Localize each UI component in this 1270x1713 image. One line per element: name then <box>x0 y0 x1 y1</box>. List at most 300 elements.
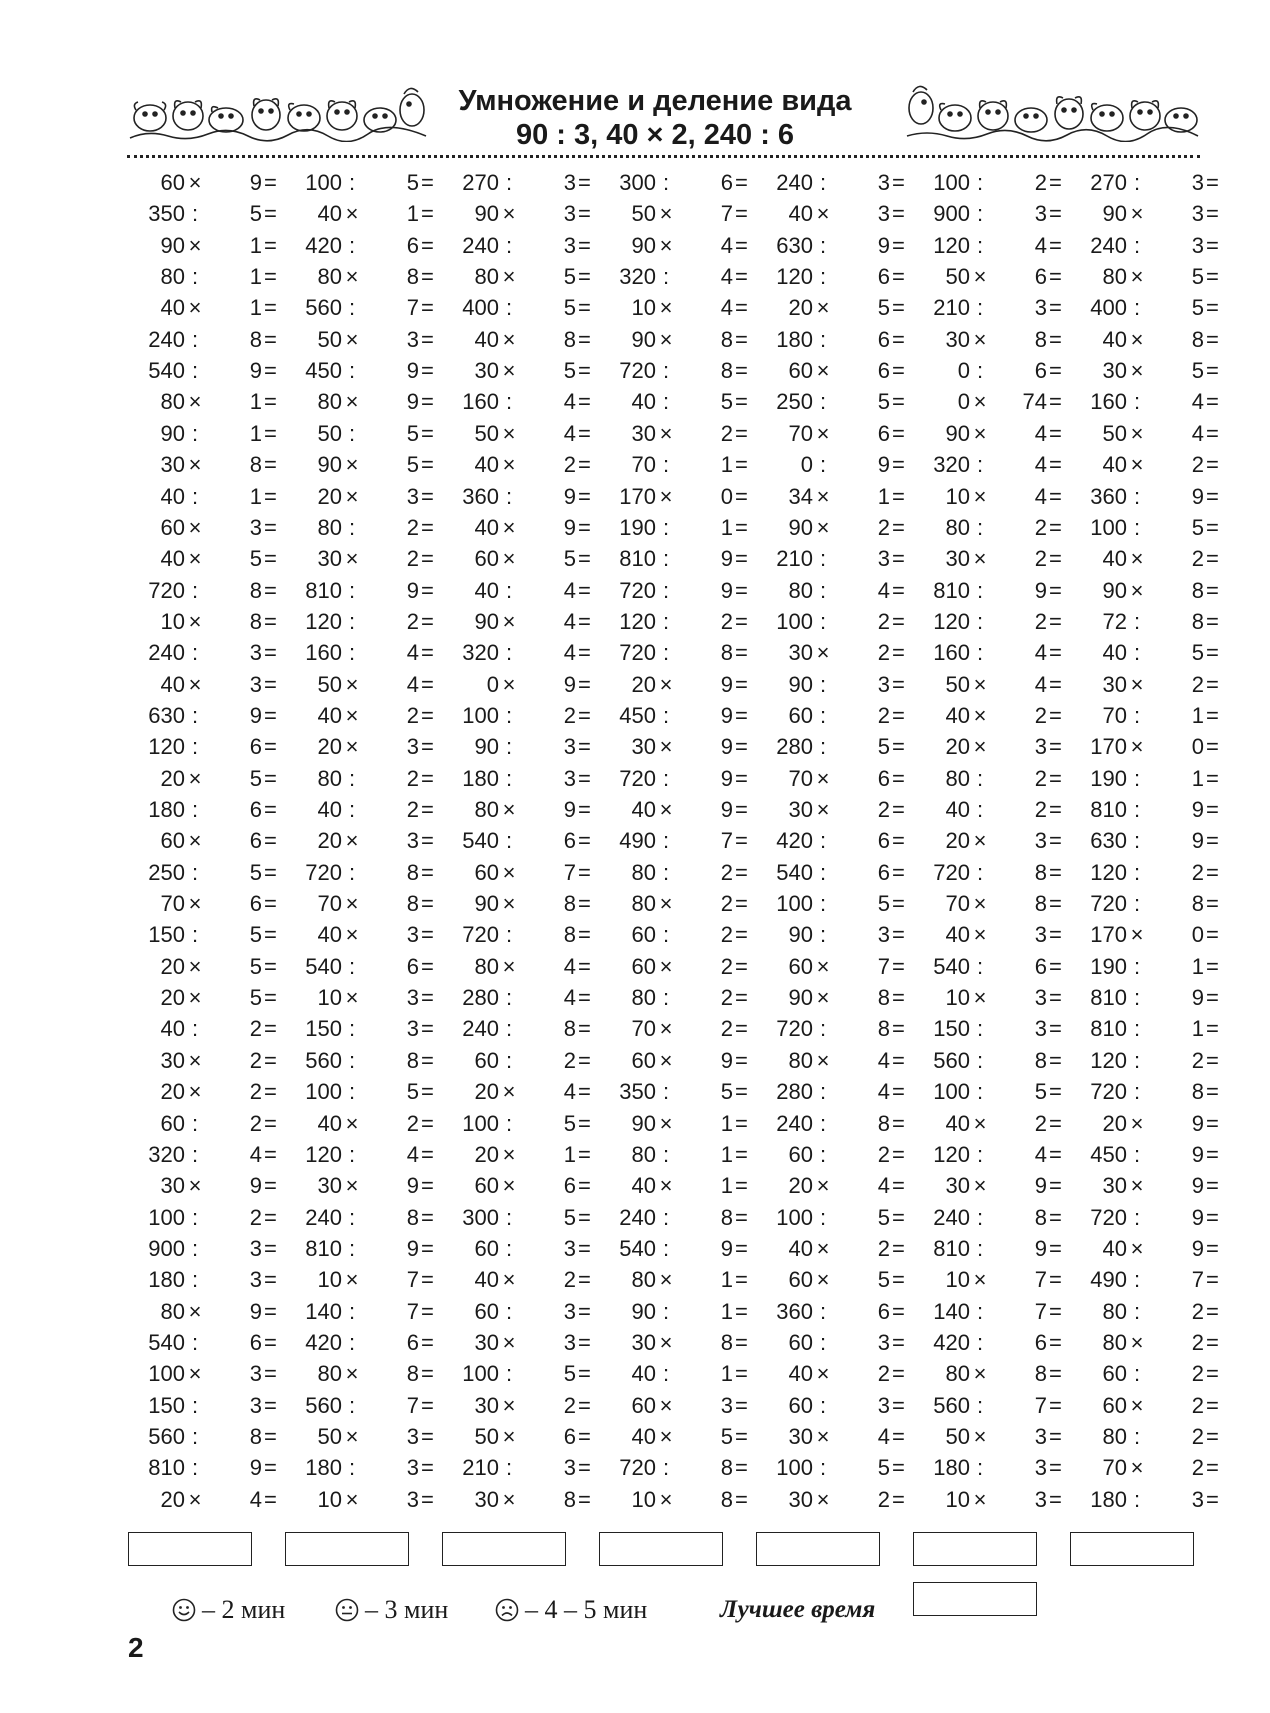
operator: : <box>505 1204 513 1230</box>
exercise-row <box>913 1358 1073 1389</box>
exercise-row <box>913 700 1073 731</box>
operand-b: 9 <box>720 797 733 822</box>
exercise-row <box>442 1076 602 1107</box>
page-title: Умножение и деление вида <box>458 85 852 117</box>
operator: × <box>816 201 830 227</box>
answer-box-3[interactable] <box>442 1532 566 1566</box>
equals-sign: = <box>578 1110 591 1136</box>
operand-a: 80 <box>317 514 342 540</box>
operand-b: 2 <box>1034 170 1047 195</box>
operator: : <box>191 264 199 290</box>
operator: × <box>659 1173 673 1199</box>
equals-sign: = <box>264 1486 277 1512</box>
answer-box-2[interactable] <box>285 1532 409 1566</box>
operand-b: 8 <box>406 1204 419 1230</box>
operand-b: 3 <box>563 1235 576 1261</box>
operand-a: 60 <box>474 546 499 572</box>
equals-sign: = <box>1206 546 1219 572</box>
exercise-row <box>1070 575 1230 606</box>
exercise-row <box>599 951 759 982</box>
answer-box-6[interactable] <box>913 1532 1037 1566</box>
operator: : <box>662 577 670 603</box>
operand-b: 9 <box>249 1298 262 1324</box>
operand-b: 1 <box>720 1110 733 1136</box>
operator: × <box>188 1173 202 1199</box>
exercise-row <box>442 1296 602 1327</box>
equals-sign: = <box>1206 358 1219 384</box>
operator: : <box>191 1110 199 1136</box>
operand-b: 6 <box>720 170 733 195</box>
equals-sign: = <box>1206 671 1219 697</box>
operand-a: 60 <box>1102 1361 1127 1387</box>
exercise-row <box>913 1045 1073 1076</box>
exercise-row <box>599 1108 759 1139</box>
operator: : <box>1133 1016 1141 1042</box>
operand-a: 240 <box>148 640 185 666</box>
equals-sign: = <box>1206 1141 1219 1167</box>
operand-a: 60 <box>474 1047 499 1073</box>
operand-b: 4 <box>563 420 576 446</box>
operand-b: 2 <box>406 1110 419 1136</box>
equals-sign: = <box>421 922 434 948</box>
operand-a: 40 <box>317 797 342 822</box>
exercise-row <box>128 167 288 198</box>
exercise-row <box>285 731 445 762</box>
operand-b: 8 <box>720 326 733 352</box>
best-time-box[interactable] <box>913 1582 1037 1616</box>
operator: × <box>188 546 202 572</box>
exercise-row <box>128 731 288 762</box>
operand-a: 40 <box>317 1110 342 1136</box>
operand-a: 60 <box>631 953 656 979</box>
operand-a: 80 <box>631 1267 656 1293</box>
operand-b: 4 <box>1034 420 1047 446</box>
operator: × <box>659 891 673 917</box>
equals-sign: = <box>892 201 905 227</box>
operand-b: 8 <box>249 326 262 352</box>
operand-b: 3 <box>877 671 890 697</box>
exercise-row <box>128 763 288 794</box>
operator: × <box>502 671 516 697</box>
operand-b: 3 <box>563 1329 576 1355</box>
equals-sign: = <box>578 170 591 195</box>
exercise-row <box>913 1170 1073 1201</box>
operator: : <box>191 420 199 446</box>
operand-a: 180 <box>933 1455 970 1481</box>
equals-sign: = <box>735 232 748 258</box>
equals-sign: = <box>421 671 434 697</box>
operator: : <box>505 1455 513 1481</box>
operator: × <box>345 389 359 415</box>
exercise-row <box>1070 1108 1230 1139</box>
equals-sign: = <box>264 1204 277 1230</box>
operator: : <box>1133 1298 1141 1324</box>
operator: : <box>348 859 356 885</box>
operator: × <box>502 1141 516 1167</box>
operator: × <box>816 1235 830 1261</box>
equals-sign: = <box>1049 828 1062 854</box>
operand-a: 160 <box>933 640 970 666</box>
exercise-row <box>756 1296 916 1327</box>
operand-b: 9 <box>563 483 576 509</box>
operand-b: 1 <box>249 420 262 446</box>
equals-sign: = <box>421 546 434 572</box>
operator: × <box>1130 420 1144 446</box>
equals-sign: = <box>892 1424 905 1449</box>
exercise-row <box>913 1452 1073 1483</box>
operand-b: 7 <box>406 295 419 321</box>
operand-a: 50 <box>631 201 656 227</box>
equals-sign: = <box>1206 577 1219 603</box>
operator: × <box>188 828 202 854</box>
equals-sign: = <box>892 828 905 854</box>
exercise-row <box>285 512 445 543</box>
operand-a: 80 <box>160 389 185 415</box>
operand-a: 150 <box>933 1016 970 1042</box>
operand-a: 320 <box>619 264 656 290</box>
equals-sign: = <box>264 985 277 1011</box>
operator: : <box>348 640 356 666</box>
exercise-row <box>756 1013 916 1044</box>
equals-sign: = <box>1206 389 1219 415</box>
operator: : <box>976 201 984 227</box>
exercise-row <box>285 669 445 700</box>
equals-sign: = <box>578 577 591 603</box>
operand-a: 70 <box>788 765 813 791</box>
operand-a: 60 <box>788 953 813 979</box>
exercise-row <box>913 230 1073 261</box>
operator: : <box>505 170 513 195</box>
exercise-row <box>442 982 602 1013</box>
operand-b: 2 <box>406 514 419 540</box>
operand-a: 300 <box>462 1204 499 1230</box>
operand-a: 560 <box>933 1392 970 1418</box>
operand-b: 2 <box>1191 859 1204 885</box>
operand-b: 2 <box>1034 702 1047 728</box>
exercise-row <box>913 857 1073 888</box>
operator: × <box>659 232 673 258</box>
equals-sign: = <box>421 201 434 227</box>
equals-sign: = <box>421 1267 434 1293</box>
equals-sign: = <box>421 1361 434 1387</box>
exercise-row <box>1070 700 1230 731</box>
operand-a: 80 <box>631 859 656 885</box>
operator: × <box>188 1298 202 1324</box>
operator: × <box>502 1486 516 1512</box>
exercise-row <box>599 669 759 700</box>
exercise-row <box>756 1358 916 1389</box>
exercise-row <box>599 1358 759 1389</box>
operand-b: 3 <box>249 671 262 697</box>
operand-a: 360 <box>462 483 499 509</box>
equals-sign: = <box>578 922 591 948</box>
operator: : <box>1133 232 1141 258</box>
operand-b: 3 <box>1191 1486 1204 1512</box>
operator: × <box>816 765 830 791</box>
operator: × <box>502 358 516 384</box>
operand-b: 3 <box>406 985 419 1011</box>
equals-sign: = <box>421 608 434 634</box>
operand-b: 9 <box>406 358 419 384</box>
equals-sign: = <box>1206 295 1219 321</box>
operand-b: 0 <box>1191 922 1204 948</box>
exercise-row <box>442 355 602 386</box>
operand-b: 9 <box>1034 1235 1047 1261</box>
exercise-row <box>756 919 916 950</box>
equals-sign: = <box>264 1141 277 1167</box>
operand-b: 74 <box>1022 389 1047 415</box>
exercise-row <box>756 700 916 731</box>
operand-b: 7 <box>1034 1298 1047 1324</box>
operator: : <box>976 1141 984 1167</box>
operand-b: 1 <box>1191 765 1204 791</box>
exercise-row <box>913 324 1073 355</box>
operand-a: 50 <box>474 420 499 446</box>
operator: × <box>345 1110 359 1136</box>
operand-b: 8 <box>1034 859 1047 885</box>
exercise-row <box>285 324 445 355</box>
operand-b: 3 <box>249 640 262 666</box>
equals-sign: = <box>1206 1204 1219 1230</box>
operand-a: 30 <box>474 358 499 384</box>
operator: : <box>662 922 670 948</box>
exercise-row <box>442 637 602 668</box>
operator: × <box>345 452 359 478</box>
operand-b: 6 <box>877 765 890 791</box>
operator: × <box>188 1079 202 1105</box>
equals-sign: = <box>892 1329 905 1355</box>
operator: × <box>188 232 202 258</box>
operator: : <box>819 828 827 854</box>
operand-b: 3 <box>877 201 890 227</box>
operator: : <box>976 170 984 195</box>
exercise-row <box>128 794 288 825</box>
operator: : <box>348 1392 356 1418</box>
equals-sign: = <box>421 1298 434 1324</box>
operand-a: 490 <box>1090 1267 1127 1293</box>
operator: : <box>348 420 356 446</box>
operand-a: 140 <box>305 1298 342 1324</box>
equals-sign: = <box>578 483 591 509</box>
operator: : <box>191 1267 199 1293</box>
operand-b: 7 <box>720 201 733 227</box>
operand-a: 210 <box>933 295 970 321</box>
exercise-row <box>1070 1264 1230 1295</box>
equals-sign: = <box>735 483 748 509</box>
operand-a: 90 <box>1102 577 1127 603</box>
exercise-row <box>756 449 916 480</box>
equals-sign: = <box>1049 546 1062 572</box>
operand-b: 1 <box>720 452 733 478</box>
operator: : <box>1133 389 1141 415</box>
operand-a: 60 <box>788 1267 813 1293</box>
exercise-row <box>1070 1139 1230 1170</box>
equals-sign: = <box>421 859 434 885</box>
operand-b: 4 <box>1191 389 1204 415</box>
operand-b: 7 <box>877 953 890 979</box>
exercise-row <box>442 1045 602 1076</box>
operand-b: 3 <box>563 232 576 258</box>
equals-sign: = <box>1049 985 1062 1011</box>
operand-a: 560 <box>933 1047 970 1073</box>
operand-b: 9 <box>720 1235 733 1261</box>
equals-sign: = <box>421 734 434 760</box>
exercise-row <box>285 1390 445 1421</box>
exercise-row <box>599 637 759 668</box>
operand-b: 9 <box>406 389 419 415</box>
operator: : <box>819 1016 827 1042</box>
operator: : <box>505 734 513 760</box>
operand-b: 5 <box>877 295 890 321</box>
equals-sign: = <box>421 1047 434 1073</box>
equals-sign: = <box>1206 1079 1219 1105</box>
exercise-row <box>1070 1390 1230 1421</box>
operand-a: 560 <box>305 295 342 321</box>
operand-a: 10 <box>160 608 185 634</box>
exercise-row <box>442 1170 602 1201</box>
exercise-row <box>756 386 916 417</box>
operand-a: 10 <box>317 985 342 1011</box>
operand-a: 210 <box>776 546 813 572</box>
operator: : <box>819 1141 827 1167</box>
equals-sign: = <box>735 452 748 478</box>
exercise-row <box>913 1421 1073 1452</box>
operator: × <box>973 389 987 415</box>
exercise-row <box>756 1327 916 1358</box>
operand-a: 30 <box>631 420 656 446</box>
answer-box-7[interactable] <box>1070 1532 1194 1566</box>
equals-sign: = <box>735 1141 748 1167</box>
operator: × <box>816 953 830 979</box>
answer-box-4[interactable] <box>599 1532 723 1566</box>
equals-sign: = <box>735 389 748 415</box>
operator: : <box>1133 985 1141 1011</box>
operand-a: 80 <box>317 264 342 290</box>
operand-b: 9 <box>1191 1141 1204 1167</box>
puppies-illustration-left <box>128 80 428 142</box>
operand-b: 4 <box>249 1486 262 1512</box>
exercise-row <box>1070 1452 1230 1483</box>
equals-sign: = <box>735 264 748 290</box>
exercise-row <box>128 1139 288 1170</box>
exercise-row <box>913 292 1073 323</box>
equals-sign: = <box>735 1329 748 1355</box>
operator: : <box>348 1079 356 1105</box>
operand-b: 8 <box>720 1486 733 1512</box>
exercise-row <box>756 606 916 637</box>
operand-b: 1 <box>720 514 733 540</box>
operand-a: 270 <box>1090 170 1127 195</box>
exercise-row <box>756 1076 916 1107</box>
operator: : <box>976 1455 984 1481</box>
operator: : <box>505 232 513 258</box>
operator: : <box>1133 891 1141 917</box>
operand-b: 6 <box>249 828 262 854</box>
operator: × <box>1130 577 1144 603</box>
operator: × <box>502 452 516 478</box>
operand-b: 5 <box>406 420 419 446</box>
equals-sign: = <box>264 170 277 195</box>
operator: × <box>188 1486 202 1512</box>
operand-a: 720 <box>462 922 499 948</box>
operand-b: 6 <box>1034 953 1047 979</box>
exercise-row <box>128 512 288 543</box>
equals-sign: = <box>578 232 591 258</box>
equals-sign: = <box>1049 389 1062 415</box>
operand-b: 4 <box>563 1079 576 1105</box>
operator: × <box>659 326 673 352</box>
operator: × <box>188 608 202 634</box>
exercise-row <box>599 167 759 198</box>
equals-sign: = <box>892 797 905 822</box>
operator: : <box>819 1392 827 1418</box>
operand-a: 720 <box>1090 891 1127 917</box>
operator: : <box>662 859 670 885</box>
operand-a: 100 <box>776 1204 813 1230</box>
equals-sign: = <box>892 1235 905 1261</box>
operator: × <box>816 483 830 509</box>
equals-sign: = <box>1049 1016 1062 1042</box>
equals-sign: = <box>1049 452 1062 478</box>
equals-sign: = <box>1049 1204 1062 1230</box>
exercise-row <box>128 1421 288 1452</box>
operand-a: 40 <box>1102 326 1127 352</box>
operator: × <box>188 389 202 415</box>
operator: : <box>976 765 984 791</box>
operand-b: 3 <box>563 765 576 791</box>
exercise-row <box>913 1013 1073 1044</box>
operand-b: 3 <box>406 1486 419 1512</box>
operand-a: 180 <box>776 326 813 352</box>
exercise-row <box>756 1421 916 1452</box>
exercise-row <box>442 731 602 762</box>
equals-sign: = <box>1206 734 1219 760</box>
operand-a: 40 <box>631 1424 656 1449</box>
operator: : <box>191 577 199 603</box>
equals-sign: = <box>1049 1329 1062 1355</box>
equals-sign: = <box>421 1016 434 1042</box>
exercise-row <box>599 825 759 856</box>
equals-sign: = <box>1049 1235 1062 1261</box>
operand-a: 30 <box>631 1329 656 1355</box>
operator: : <box>348 295 356 321</box>
exercise-row <box>442 481 602 512</box>
operator: : <box>505 765 513 791</box>
equals-sign: = <box>578 797 591 822</box>
exercise-row <box>128 1264 288 1295</box>
exercise-row <box>599 888 759 919</box>
operand-a: 180 <box>305 1455 342 1481</box>
equals-sign: = <box>578 608 591 634</box>
operator: × <box>502 1329 516 1355</box>
answer-box-5[interactable] <box>756 1532 880 1566</box>
operator: × <box>659 953 673 979</box>
exercise-row <box>285 1013 445 1044</box>
exercise-row <box>442 1013 602 1044</box>
operator: : <box>348 953 356 979</box>
equals-sign: = <box>892 608 905 634</box>
operator: × <box>973 828 987 854</box>
operator: × <box>973 420 987 446</box>
equals-sign: = <box>421 483 434 509</box>
equals-sign: = <box>264 577 277 603</box>
operator: : <box>505 1298 513 1324</box>
answer-box-1[interactable] <box>128 1532 252 1566</box>
operand-b: 5 <box>1191 295 1204 321</box>
equals-sign: = <box>1049 201 1062 227</box>
operand-b: 5 <box>1191 514 1204 540</box>
operand-b: 7 <box>406 1298 419 1324</box>
